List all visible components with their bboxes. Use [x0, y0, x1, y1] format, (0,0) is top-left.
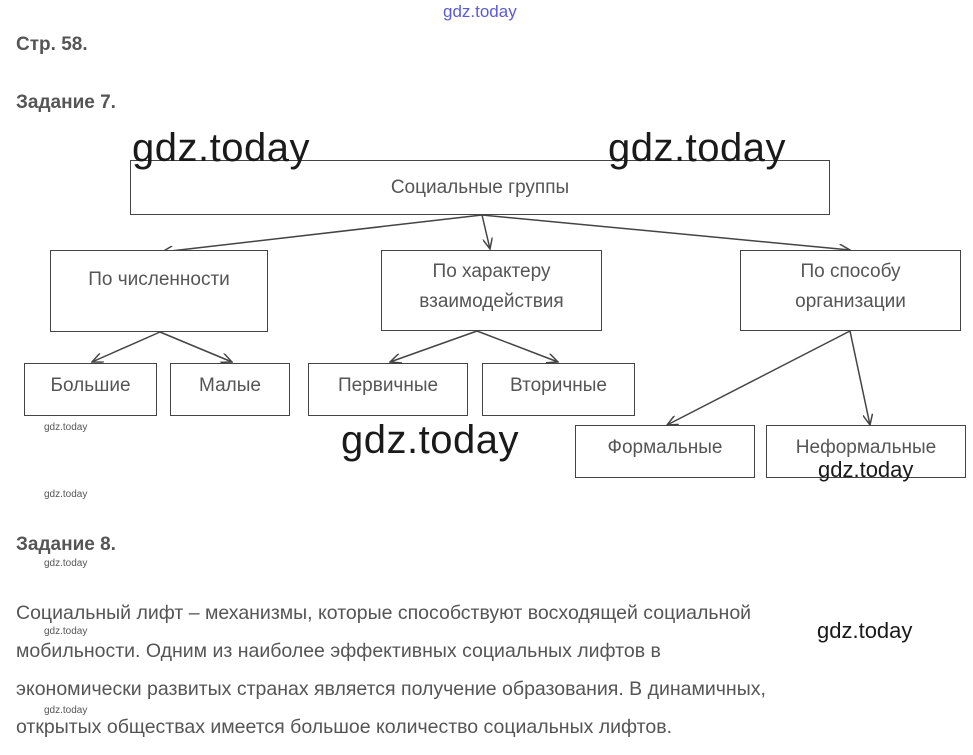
branch-box-organization — [740, 250, 961, 331]
root-label: Социальные группы — [390, 176, 570, 198]
task8-paragraph — [16, 594, 956, 746]
branch-label-interaction-line1: По характеру — [432, 261, 551, 282]
watermark-tiny-4: gdz.today — [44, 626, 88, 637]
watermark-big-center: gdz.today — [341, 418, 519, 462]
page-reference: Стр. 58. — [16, 34, 88, 55]
branch-label-organization-line2: организации — [795, 291, 906, 312]
leaf-box-secondary — [482, 363, 635, 416]
arrow-organization-to-formal — [667, 331, 850, 425]
watermark-mid-diagram: gdz.today — [818, 457, 914, 482]
watermark-big-left: gdz.today — [132, 126, 310, 170]
branch-label-size: По численности — [88, 269, 230, 290]
arrow-organization-to-informal — [850, 331, 870, 425]
watermark-tiny-3: gdz.today — [44, 558, 88, 569]
leaf-box-formal — [575, 425, 755, 478]
leaf-box-small — [170, 363, 290, 416]
watermark-tiny-1: gdz.today — [44, 422, 88, 433]
watermark-big-right: gdz.today — [608, 126, 786, 170]
leaf-label-informal: Неформальные — [795, 437, 937, 458]
task8-line-3: экономически развитых странах является получение образования. В динамичных, — [16, 678, 766, 700]
branch-label-organization-line1: По способу — [800, 261, 901, 282]
branch-label-interaction-line2: взаимодействия — [419, 291, 564, 312]
arrow-root-to-size — [162, 215, 482, 252]
arrow-root-to-organization — [482, 215, 850, 250]
watermark-tiny-5: gdz.today — [44, 705, 88, 716]
arrow-root-to-interaction — [482, 215, 490, 249]
leaf-label-secondary: Вторичные — [510, 375, 607, 396]
watermark-top: gdz.today — [443, 2, 517, 21]
arrow-interaction-to-primary — [390, 331, 477, 362]
leaf-label-small: Малые — [199, 375, 261, 396]
task8-line-4: открытых обществах имеется большое количество социальных лифтов. — [16, 716, 672, 738]
leaf-label-large: Большие — [50, 375, 131, 396]
branch-box-interaction — [381, 250, 602, 331]
watermark-mid-text: gdz.today — [817, 618, 913, 643]
branch-box-size — [50, 250, 268, 332]
watermark-tiny-2: gdz.today — [44, 489, 88, 500]
arrow-interaction-to-secondary — [477, 331, 558, 362]
task8-heading: Задание 8. — [16, 534, 116, 555]
arrow-size-to-small — [160, 332, 232, 362]
leaf-box-primary — [308, 363, 468, 416]
leaf-label-formal: Формальные — [607, 437, 723, 458]
arrow-size-to-large — [92, 332, 160, 362]
task7-heading: Задание 7. — [16, 92, 116, 113]
task8-line-1: Социальный лифт – механизмы, которые способствуют восходящей социальной — [16, 602, 752, 624]
leaf-label-primary: Первичные — [337, 375, 439, 396]
leaf-box-large — [24, 363, 157, 416]
task8-line-2: мобильности. Одним из наиболее эффективных социальных лифтов в — [16, 640, 661, 662]
